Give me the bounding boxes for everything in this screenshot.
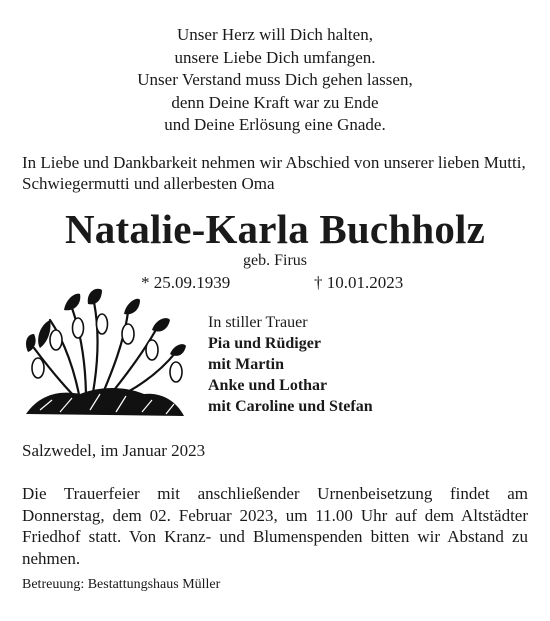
snowdrop-flowers-icon [20,282,188,422]
poem-line: Unser Verstand muss Dich gehen lassen, [137,70,413,90]
mourners-block [208,312,373,417]
mourner-name: mit Martin [208,356,284,373]
mourner-name: mit Caroline und Stefan [208,398,373,415]
intro-text: In Liebe und Dankbarkeit nehmen wir Abschied von unserer lieben Mutti, Schwiegermutti und allerbesten Oma [22,153,526,193]
poem-line: unsere Liebe Dich umfangen. [174,47,376,67]
poem-line: und Deine Erlösung eine Gnade. [164,115,386,135]
mourner-name: Pia und Rüdiger [208,335,321,352]
deceased-name: Natalie-Karla Buchholz [64,206,486,252]
mourners-heading: In stiller Trauer [208,314,308,331]
death-date: † 10.01.2023 [314,273,404,292]
birth-date: * 25.09.1939 [141,273,231,292]
poem [0,24,550,137]
mourner-name: Anke und Lothar [208,377,328,394]
poem-line: denn Deine Kraft war zu Ende [171,92,379,112]
maiden-name: geb. Firus [243,252,307,269]
poem-line: Unser Herz will Dich halten, [177,25,373,44]
service-info: Die Trauerfeier mit anschließender Urnenbeisetzung findet am Donnerstag, dem 02. Februar 2023, um 11.00 Uhr auf dem Altstädter Friedhof statt. Von Kranz- und Blumenspenden bitten wir Abstand zu nehmen. [22,484,528,568]
place-date: Salzwedel, im Januar 2023 [22,441,206,460]
funeral-home-credit: Betreuung: Bestattungshaus Müller [22,577,221,592]
